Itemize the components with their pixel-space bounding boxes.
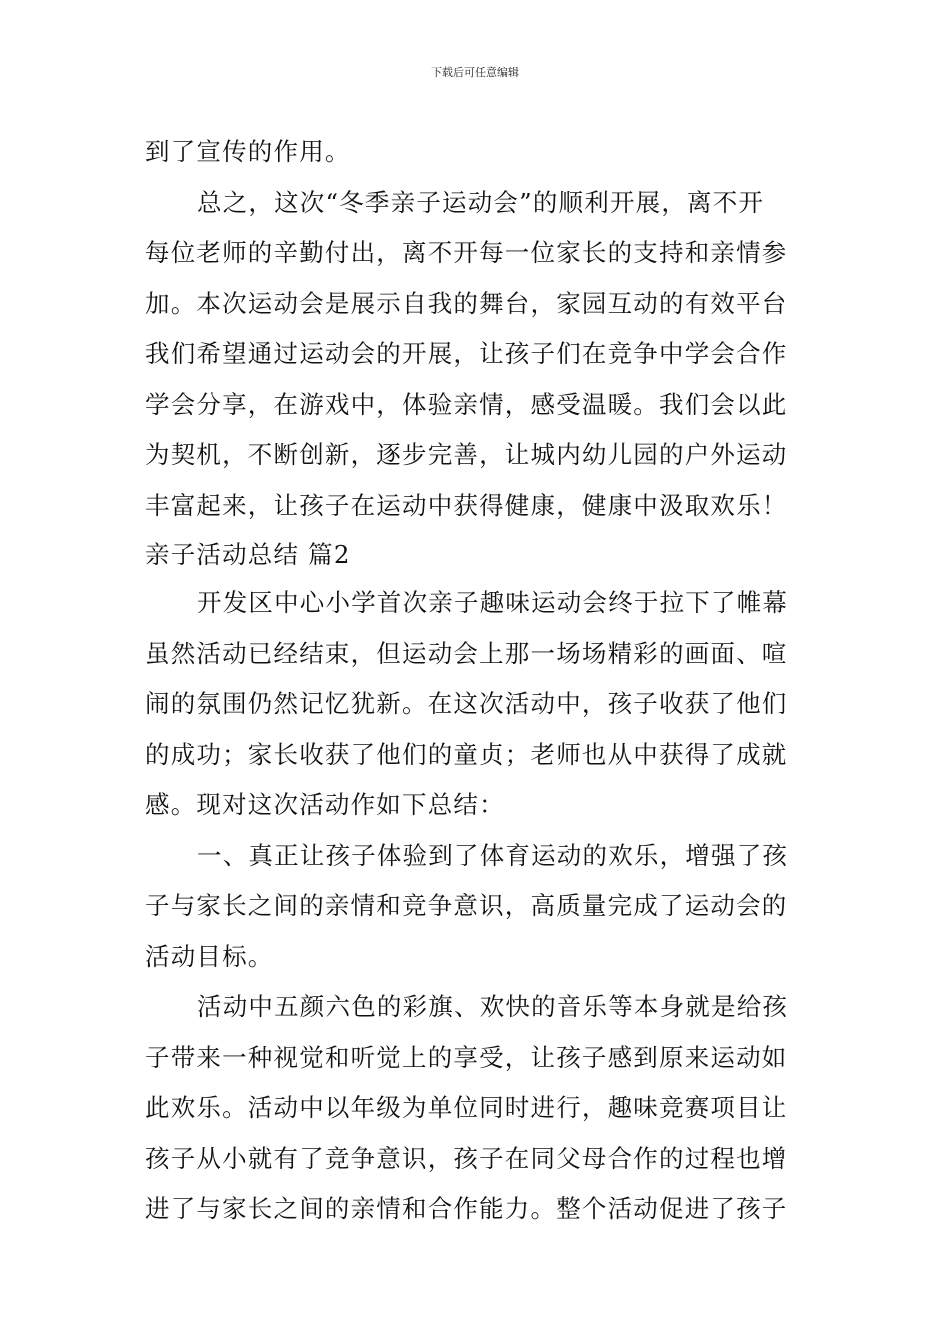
text-line: 子带来一种视觉和听觉上的享受，让孩子感到原来运动如 (145, 1042, 788, 1072)
text-line: 闹的氛围仍然记忆犹新。在这次活动中，孩子收获了他们 (145, 689, 788, 718)
text-line: 虽然活动已经结束，但运动会上那一场场精彩的画面、喧 (145, 638, 788, 668)
page-header-note: 下载后可任意编辑 (431, 66, 519, 79)
text-line: 学会分享，在游戏中，体验亲情，感受温暖。我们会以此 (145, 389, 788, 419)
text-line: 到了宣传的作用。 (145, 137, 351, 166)
text-line: 丰富起来，让孩子在运动中获得健康，健康中汲取欢乐！ (145, 490, 788, 520)
text-line: 我们希望通过运动会的开展，让孩子们在竞争中学会合作 (145, 339, 788, 368)
paragraph-first-line: 一、真正让孩子体验到了体育运动的欢乐，增强了孩 (197, 840, 789, 870)
paragraph-first-line: 活动中五颜六色的彩旗、欢快的音乐等本身就是给孩 (197, 992, 789, 1021)
text-line: 此欢乐。活动中以年级为单位同时进行，趣味竞赛项目让 (145, 1093, 788, 1122)
paragraph-first-line: 开发区中心小学首次亲子趣味运动会终于拉下了帷幕 (197, 588, 789, 617)
text-line: 子与家长之间的亲情和竞争意识，高质量完成了运动会的 (145, 891, 788, 920)
section-heading: 亲子活动总结 篇2 (145, 540, 351, 569)
text-line: 进了与家长之间的亲情和合作能力。整个活动促进了孩子 (145, 1194, 788, 1223)
text-line: 每位老师的辛勤付出，离不开每一位家长的支持和亲情参 (145, 238, 788, 267)
paragraph-first-line: 总之，这次“冬季亲子运动会”的顺利开展，离不开 (197, 187, 765, 217)
text-line: 孩子从小就有了竞争意识，孩子在同父母合作的过程也增 (145, 1143, 788, 1173)
text-line: 加。本次运动会是展示自我的舞台，家园互动的有效平台 (145, 288, 788, 318)
document-body (145, 127, 805, 1235)
text-line: 感。现对这次活动作如下总结： (145, 790, 505, 819)
text-line: 的成功；家长收获了他们的童贞；老师也从中获得了成就 (145, 739, 788, 769)
text-line: 活动目标。 (145, 941, 274, 971)
text-line: 为契机，不断创新，逐步完善，让城内幼儿园的户外运动 (145, 440, 788, 469)
